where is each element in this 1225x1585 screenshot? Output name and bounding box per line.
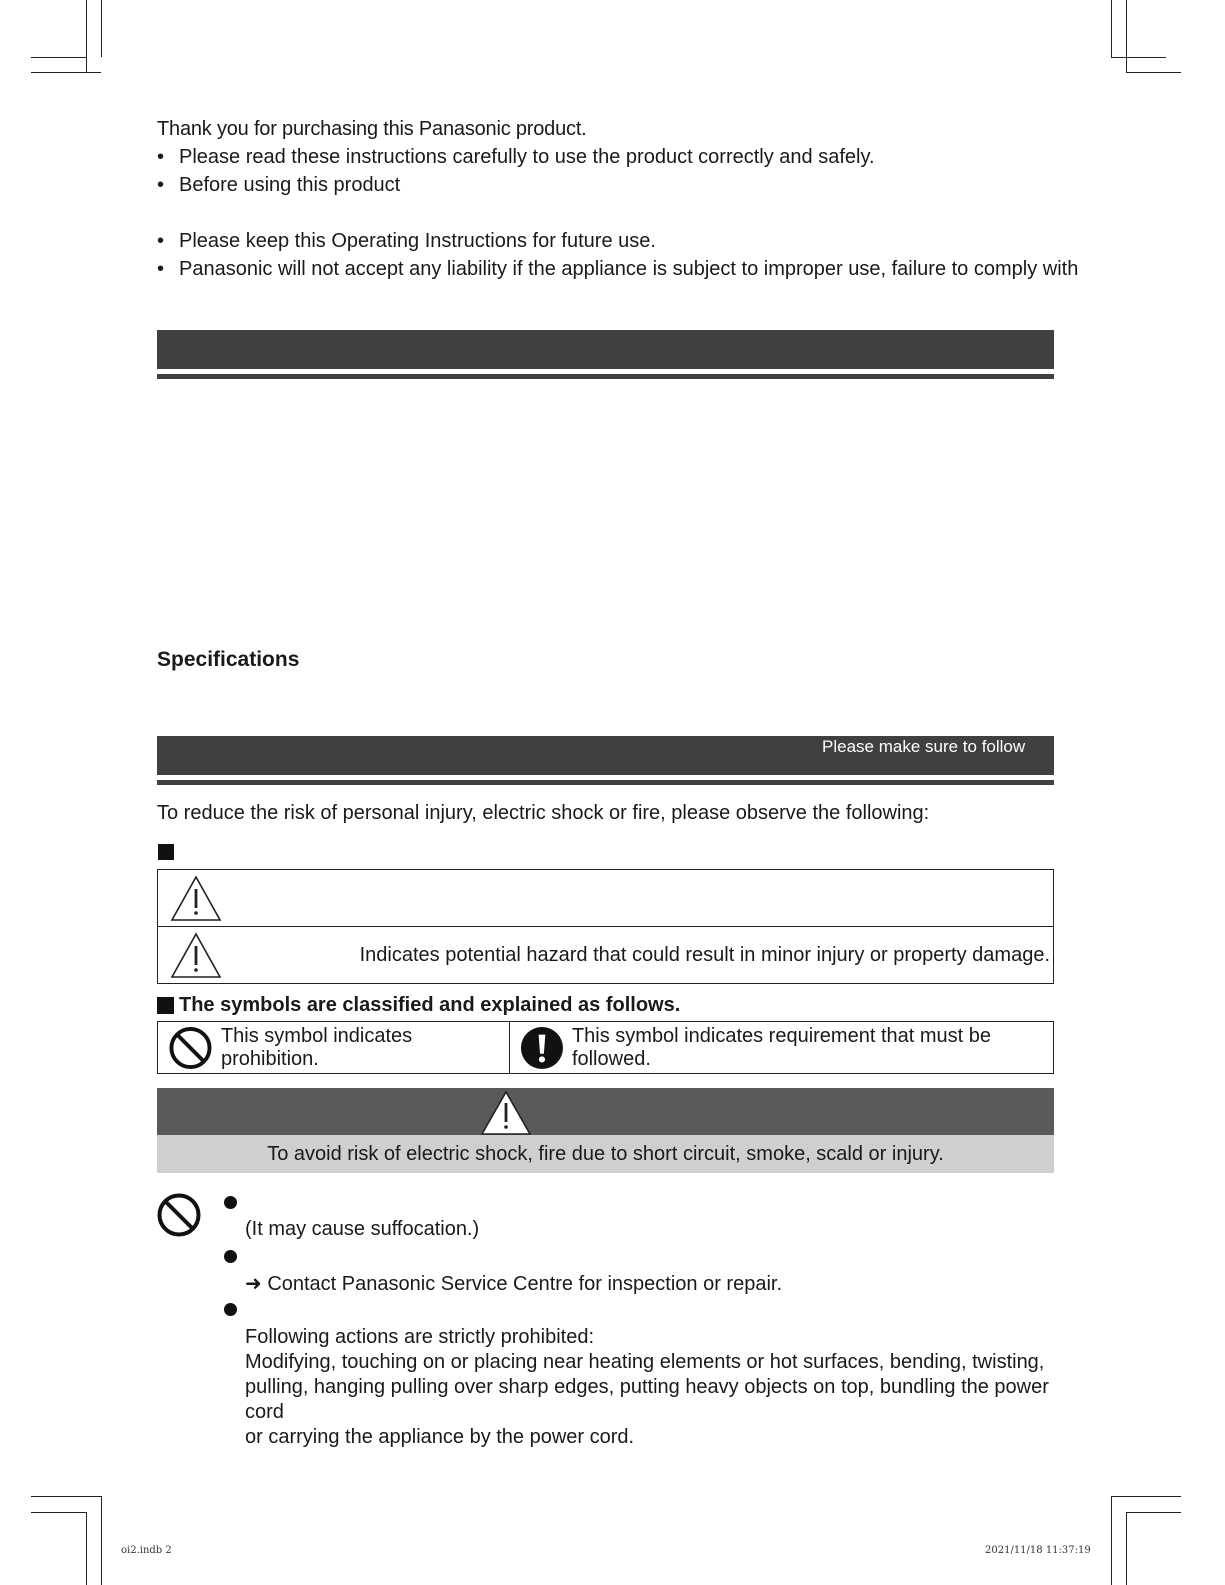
hazard-levels-table <box>157 869 1054 984</box>
list-item-bullet <box>224 1196 237 1209</box>
bullet-dot: • <box>157 258 165 280</box>
crop-mark <box>101 1496 102 1585</box>
intro-bullet <box>157 171 400 199</box>
crop-mark <box>1126 72 1181 73</box>
intro-bullet-text: Please keep this Operating Instructions for future use. <box>179 230 656 252</box>
crop-mark <box>1111 1496 1112 1585</box>
intro-thanks: Thank you for purchasing this Panasonic product. <box>157 118 587 140</box>
crop-mark <box>31 57 86 58</box>
table-row <box>158 870 1054 927</box>
list-item <box>245 1217 1055 1242</box>
crop-mark <box>1126 1512 1181 1513</box>
bullet-dot: • <box>157 230 165 252</box>
list-item-line: Following actions are strictly prohibited: <box>245 1326 595 1348</box>
safety-lead: To reduce the risk of personal injury, electric shock or fire, please observe the following: <box>157 802 930 824</box>
caution-level-row <box>158 927 1054 984</box>
list-item-line: or carrying the appliance by the power cord. <box>245 1426 635 1448</box>
warning-banner-text: To avoid risk of electric shock, fire due to short circuit, smoke, scald or injury. <box>157 1135 1054 1173</box>
requirement-cell <box>510 1022 1053 1073</box>
follow-label: Please make sure to follow <box>822 737 1026 756</box>
intro-bullet-text: Please read these instructions carefully to use the product correctly and safely. <box>179 146 875 168</box>
intro-bullet-text: Before using this product <box>179 174 401 196</box>
crop-mark <box>1111 57 1166 58</box>
crop-mark <box>86 1512 87 1585</box>
list-item-line: ➜ Contact Panasonic Service Centre for inspection or repair. <box>245 1273 783 1295</box>
prohibition-icon <box>168 1025 213 1071</box>
specifications-heading: Specifications <box>157 648 300 671</box>
list-item-line: pulling, hanging pulling over sharp edges, putting heavy objects on top, bundling the power cord <box>245 1376 1049 1423</box>
section-header-rule <box>157 374 1054 379</box>
list-item-bullet <box>224 1250 237 1263</box>
intro-bullet <box>157 143 875 171</box>
prohibition-text: This symbol indicates prohibition. <box>220 1024 413 1070</box>
warning-banner-header <box>157 1088 1054 1135</box>
table-row <box>158 927 1054 984</box>
section-square-marker <box>158 844 174 860</box>
crop-mark <box>1111 0 1112 57</box>
symbols-table <box>157 1021 1054 1074</box>
footer-timestamp: 2021/11/18 11:37:19 <box>985 1545 1091 1556</box>
list-item <box>245 1325 1055 1450</box>
crop-mark <box>31 1512 86 1513</box>
list-item <box>245 1272 1055 1297</box>
section-header-bar <box>157 330 1054 369</box>
crop-mark <box>1111 1496 1181 1497</box>
crop-mark <box>1126 0 1127 72</box>
prohibition-icon <box>156 1192 202 1238</box>
crop-mark <box>101 0 102 57</box>
caution-description: Indicates potential hazard that could result in minor injury or property damage. <box>359 943 1050 966</box>
warning-triangle-icon <box>168 873 224 923</box>
exclamation-circle-icon <box>520 1025 564 1071</box>
footer-filename: oi2.indb 2 <box>121 1545 172 1556</box>
requirement-text: This symbol indicates requirement that must be followed. <box>571 1024 992 1070</box>
warning-level-row <box>158 870 1054 927</box>
warning-triangle-icon <box>479 1090 533 1136</box>
square-marker <box>157 997 174 1014</box>
list-item-line: Modifying, touching on or placing near heating elements or hot surfaces, bending, twisting, <box>245 1351 1045 1373</box>
intro-bullet <box>157 255 1078 283</box>
prohibition-cell <box>158 1022 510 1073</box>
symbols-heading <box>157 994 680 1017</box>
warning-triangle-icon <box>168 930 224 980</box>
crop-mark <box>31 72 101 73</box>
safety-header-rule <box>157 780 1054 785</box>
symbols-heading-text: The symbols are classified and explained as follows. <box>179 994 681 1016</box>
intro-bullet <box>157 227 656 255</box>
list-item-bullet <box>224 1303 237 1316</box>
list-item-line: (It may cause suffocation.) <box>245 1218 480 1240</box>
intro-bullet-text: Panasonic will not accept any liability if the appliance is subject to improper use, failure to comply with <box>179 258 1079 280</box>
bullet-dot: • <box>157 174 165 196</box>
bullet-dot: • <box>157 146 165 168</box>
crop-mark <box>1126 1512 1127 1585</box>
crop-mark <box>86 0 87 72</box>
crop-mark <box>31 1496 101 1497</box>
